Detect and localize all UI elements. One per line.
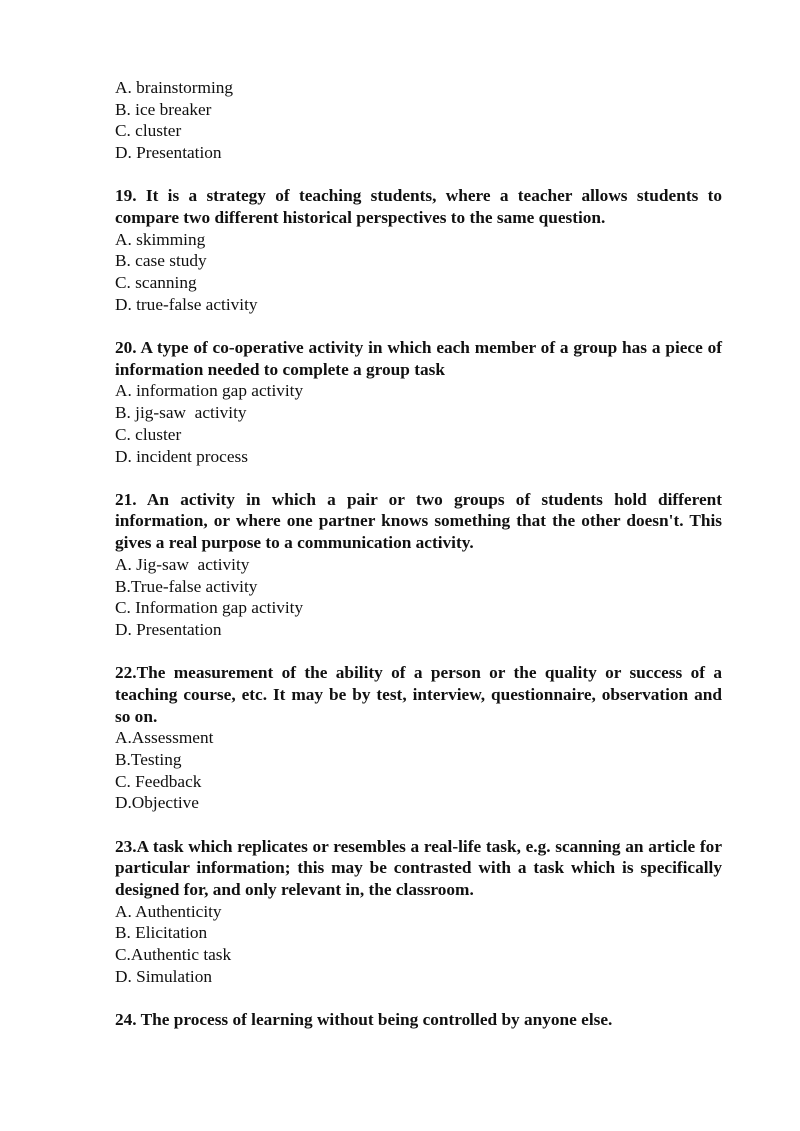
option-c: C.Authentic task (115, 945, 232, 965)
option-b: B. case study (115, 251, 207, 271)
question-19 (115, 185, 722, 315)
option-c: C. cluster (115, 121, 182, 141)
question-line: This gives a real purpose to a communication activity. (115, 511, 722, 553)
question-22 (115, 662, 722, 814)
question-text (115, 836, 722, 901)
question-text (115, 662, 722, 727)
question-line: 20. A type of co-operative activity in which each member of a group has a (115, 338, 661, 358)
option-a: A. information gap activity (115, 381, 304, 401)
option-b: B. Elicitation (115, 923, 208, 943)
option-a: A. Jig-saw activity (115, 554, 250, 574)
option-b: B.Testing (115, 749, 182, 769)
option-b: B. ice breaker (115, 99, 212, 119)
option-a: A. brainstorming (115, 78, 234, 97)
question-18-options (115, 77, 722, 164)
question-line: 21. An activity in which a pair or two groups of students hold different (115, 489, 722, 509)
question-line: article for particular information; this may be contrasted with a task which (115, 836, 722, 878)
question-21 (115, 489, 722, 641)
question-text (115, 489, 722, 554)
option-d: D. Simulation (115, 966, 212, 986)
question-text (115, 1009, 722, 1031)
question-23 (115, 836, 722, 988)
question-line: is specifically designed for, and only relevant in, the classroom. (115, 858, 722, 899)
option-b: B.True-false activity (115, 576, 258, 596)
option-a: A. Authenticity (115, 901, 222, 921)
question-line: compare two different historical perspectives to the same question. (115, 208, 606, 228)
option-d: D.Objective (115, 793, 199, 813)
option-b: B. jig-saw activity (115, 403, 247, 423)
option-a: A.Assessment (115, 728, 214, 748)
option-c: C. Information gap activity (115, 598, 304, 618)
option-d: D. true-false activity (115, 294, 258, 314)
option-c: C. scanning (115, 273, 197, 293)
question-line: 22.The measurement of the ability of a person or the quality or success of a (115, 663, 722, 683)
question-24 (115, 1009, 722, 1031)
option-d: D. Presentation (115, 619, 222, 639)
question-text (115, 337, 722, 380)
question-line: and so on. (115, 684, 722, 726)
option-d: D. Presentation (115, 143, 222, 163)
option-c: C. Feedback (115, 771, 202, 791)
option-c: C. cluster (115, 424, 182, 444)
question-line: 23.A task which replicates or resembles a real-life task, e.g. scanning an (115, 836, 644, 856)
question-line: piece of information needed to complete a group task (115, 338, 722, 379)
option-a: A. skimming (115, 229, 206, 249)
question-line: 24. The process of learning without being controlled by anyone else. (115, 1010, 613, 1030)
option-d: D. incident process (115, 446, 248, 466)
question-text (115, 185, 722, 228)
question-20 (115, 337, 722, 467)
question-line: 19. It is a strategy of teaching students, where a teacher allows students to (115, 186, 722, 206)
question-line: information, or where one partner knows something that the other doesn't. (115, 511, 684, 531)
question-line: teaching course, etc. It may be by test, interview, questionnaire, observation (115, 684, 689, 704)
